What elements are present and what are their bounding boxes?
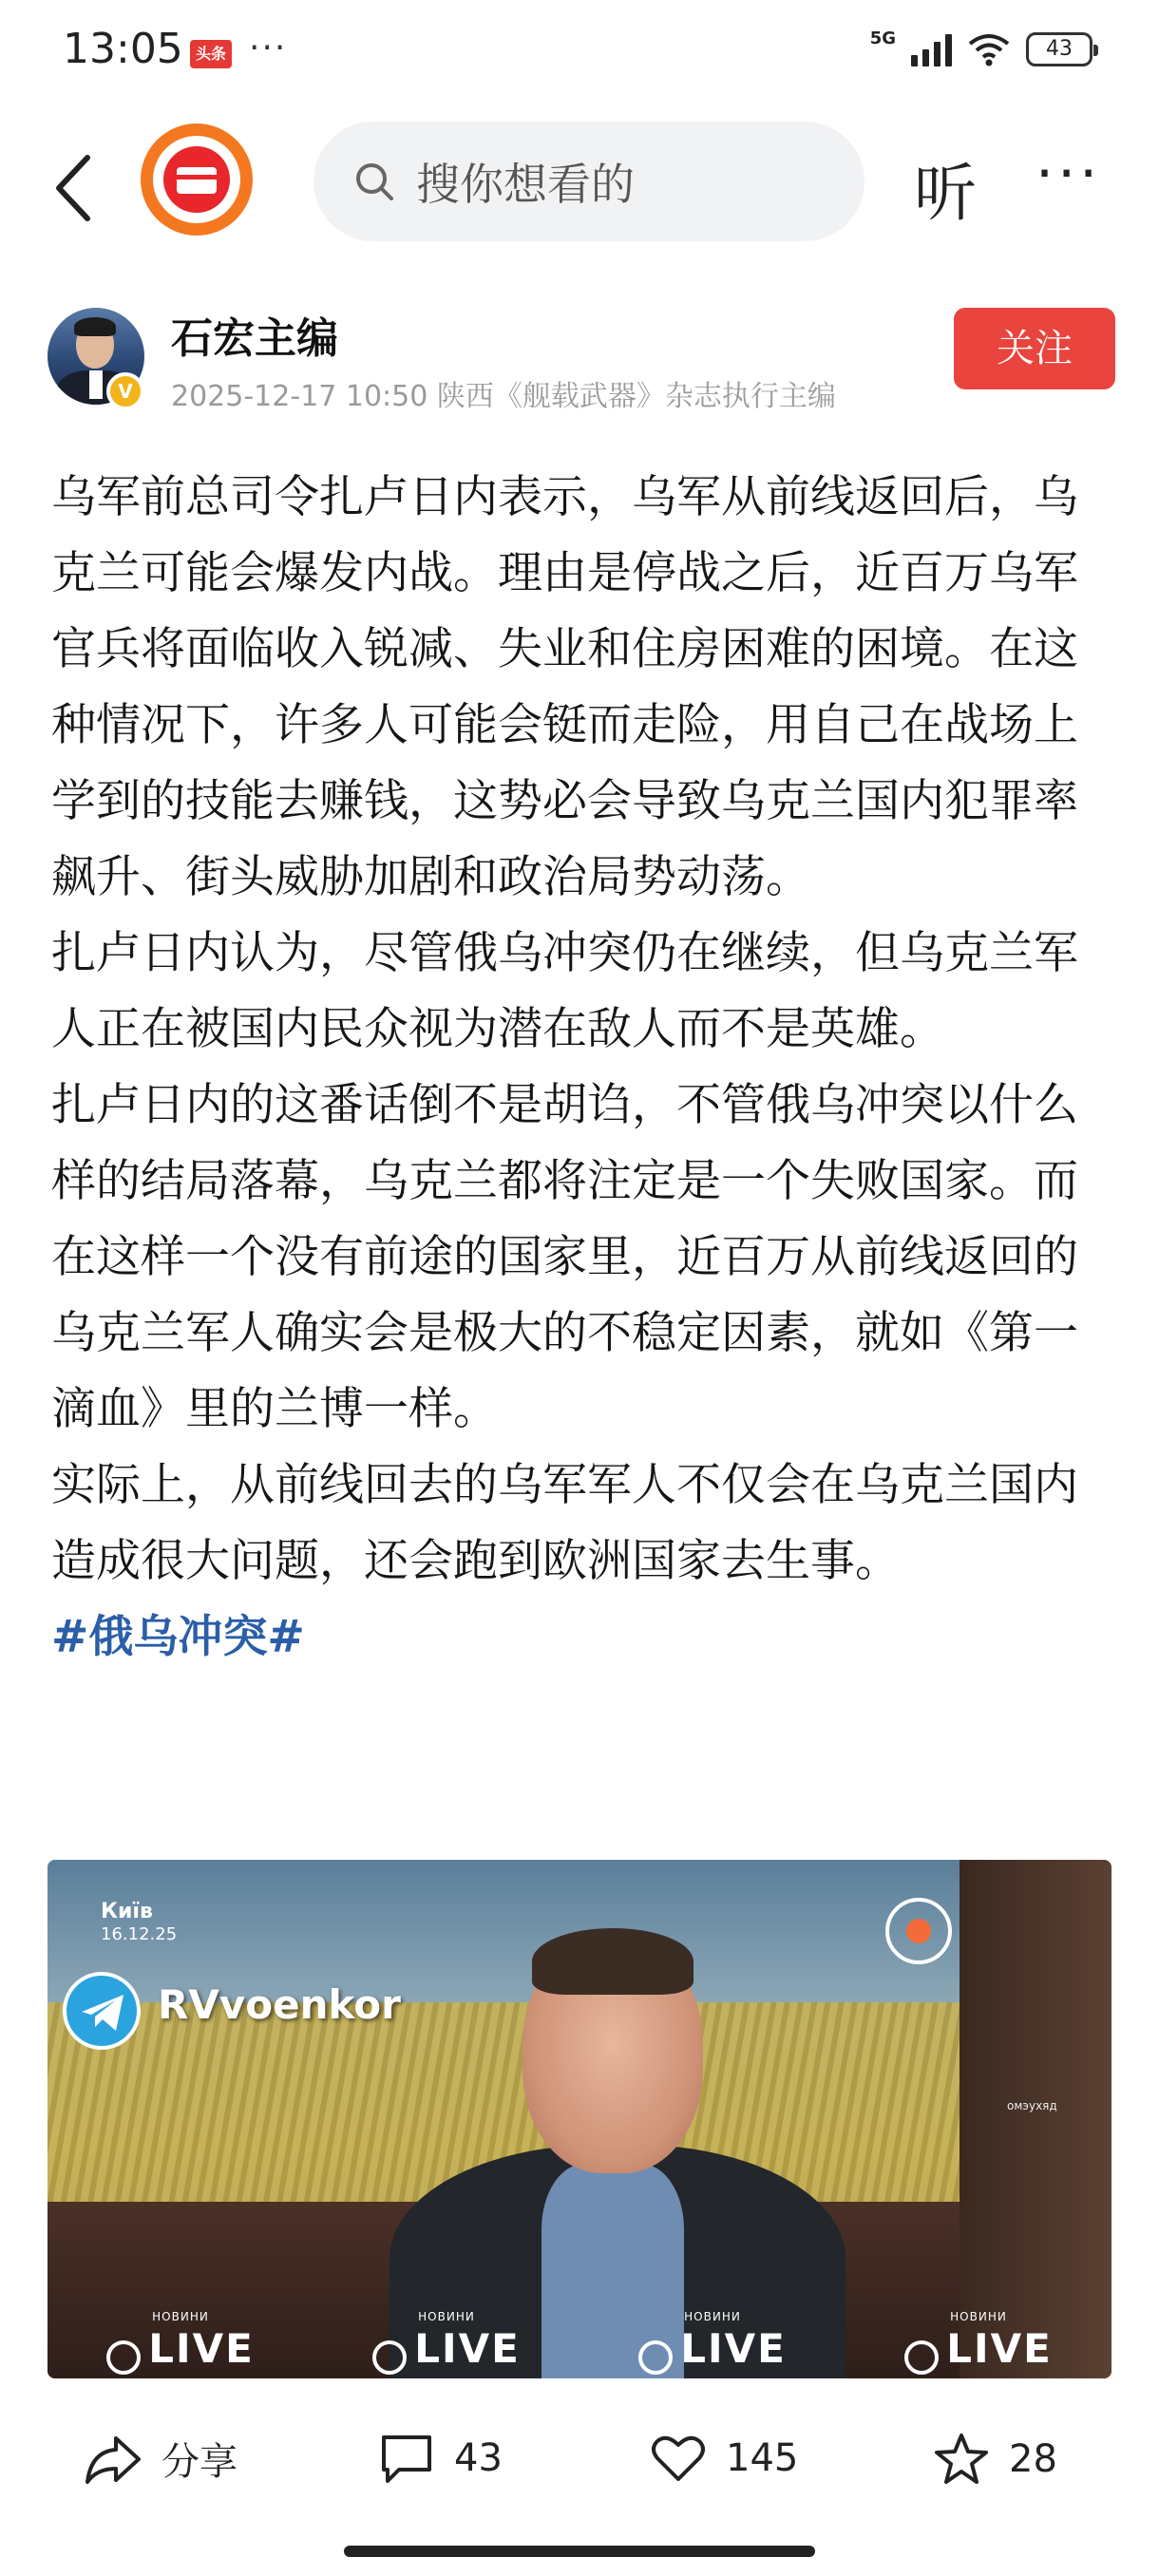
telegram-icon: [63, 1972, 141, 2050]
article-body: [51, 460, 1115, 1676]
status-right-group: [869, 28, 1092, 66]
live-badge: НОВИНИ LIVE: [904, 2310, 1053, 2376]
status-bar: [0, 0, 1159, 114]
status-time: 13:05: [63, 25, 183, 73]
search-icon: [352, 159, 397, 204]
share-button[interactable]: [84, 2432, 238, 2486]
toutiao-notification-icon: 头条: [190, 40, 232, 68]
action-bar: [0, 2413, 1159, 2508]
like-count: 145: [726, 2436, 799, 2480]
article-paragraph: 乌军前总司令扎卢日内表示，乌军从前线返回后，乌克兰可能会爆发内战。理由是停战之后，近百万乌军官兵将面临收入锐减、失业和住房困难的困境。在这种情况下，许多人可能会铤而走险，用自己在战场上学到的技能去赚钱，这势必会导致乌克兰国内犯罪率飙升、街头威胁加剧和政治局势动荡。: [51, 471, 1078, 903]
comment-count: 43: [454, 2436, 503, 2480]
author-meta: 2025-12-17 10:50 陕西《舰载武器》杂志执行主编: [171, 380, 836, 413]
author-name[interactable]: 石宏主编: [171, 314, 338, 363]
follow-button[interactable]: 关注: [954, 308, 1115, 389]
back-arrow-icon[interactable]: [46, 150, 103, 226]
article-paragraph: 扎卢日内认为，尽管俄乌冲突仍在继续，但乌克兰军人正在被国内民众视为潜在敌人而不是英雄。: [51, 927, 1078, 1055]
video-player[interactable]: [48, 1860, 1112, 2378]
listen-button[interactable]: 听: [914, 157, 977, 230]
share-icon: [84, 2433, 142, 2486]
like-button[interactable]: [650, 2432, 798, 2485]
video-channel-watermark: RVvoenkor: [158, 1981, 401, 2028]
author-row: [0, 304, 1159, 418]
battery-icon: 43: [1026, 32, 1092, 66]
video-location-label: Київ: [101, 1900, 153, 1923]
top-navigation: [0, 114, 1159, 256]
article-paragraph: 扎卢日内的这番话倒不是胡诌，不管俄乌冲突以什么样的结局落幕，乌克兰都将注定是一个失败国家。而在这样一个没有前途的国家里，近百万从前线返回的乌克兰军人确实会是极大的不稳定因素，就如《第一滴血》里的兰博一样。: [51, 1079, 1078, 1435]
heart-icon: [650, 2432, 707, 2485]
article-paragraph: 实际上，从前线回去的乌军军人不仅会在乌克兰国内造成很大问题，还会跑到欧洲国家去生事。: [51, 1459, 1078, 1587]
verified-badge-icon: V: [106, 372, 144, 410]
toutiao-logo-icon[interactable]: [141, 123, 253, 236]
record-indicator-icon: [885, 1898, 952, 1964]
share-label: 分享: [162, 2440, 238, 2484]
home-indicator[interactable]: [344, 2546, 815, 2557]
favorite-button[interactable]: [933, 2432, 1057, 2487]
live-ticker: [48, 2306, 1112, 2378]
live-badge: НОВИНИ LIVE: [106, 2310, 255, 2376]
video-side-label: омэухяд: [1007, 2099, 1057, 2112]
live-badge: НОВИНИ LIVE: [372, 2310, 521, 2376]
wifi-icon: [967, 32, 1011, 66]
favorite-count: 28: [1009, 2437, 1057, 2481]
signal-strength-icon: [911, 32, 952, 66]
search-input[interactable]: [314, 122, 864, 241]
star-icon: [933, 2432, 990, 2487]
network-type-label: 5G: [869, 28, 896, 48]
hashtag-link[interactable]: #俄乌冲突#: [51, 1611, 305, 1663]
more-options-button[interactable]: ···: [1036, 141, 1102, 207]
search-placeholder: 搜你想看的: [416, 159, 635, 210]
comment-icon: [378, 2432, 435, 2485]
comment-button[interactable]: [378, 2432, 503, 2485]
status-more-indicator: ···: [249, 28, 288, 67]
live-badge: НОВИНИ LIVE: [638, 2310, 787, 2376]
video-date-label: 16.12.25: [101, 1924, 178, 1944]
